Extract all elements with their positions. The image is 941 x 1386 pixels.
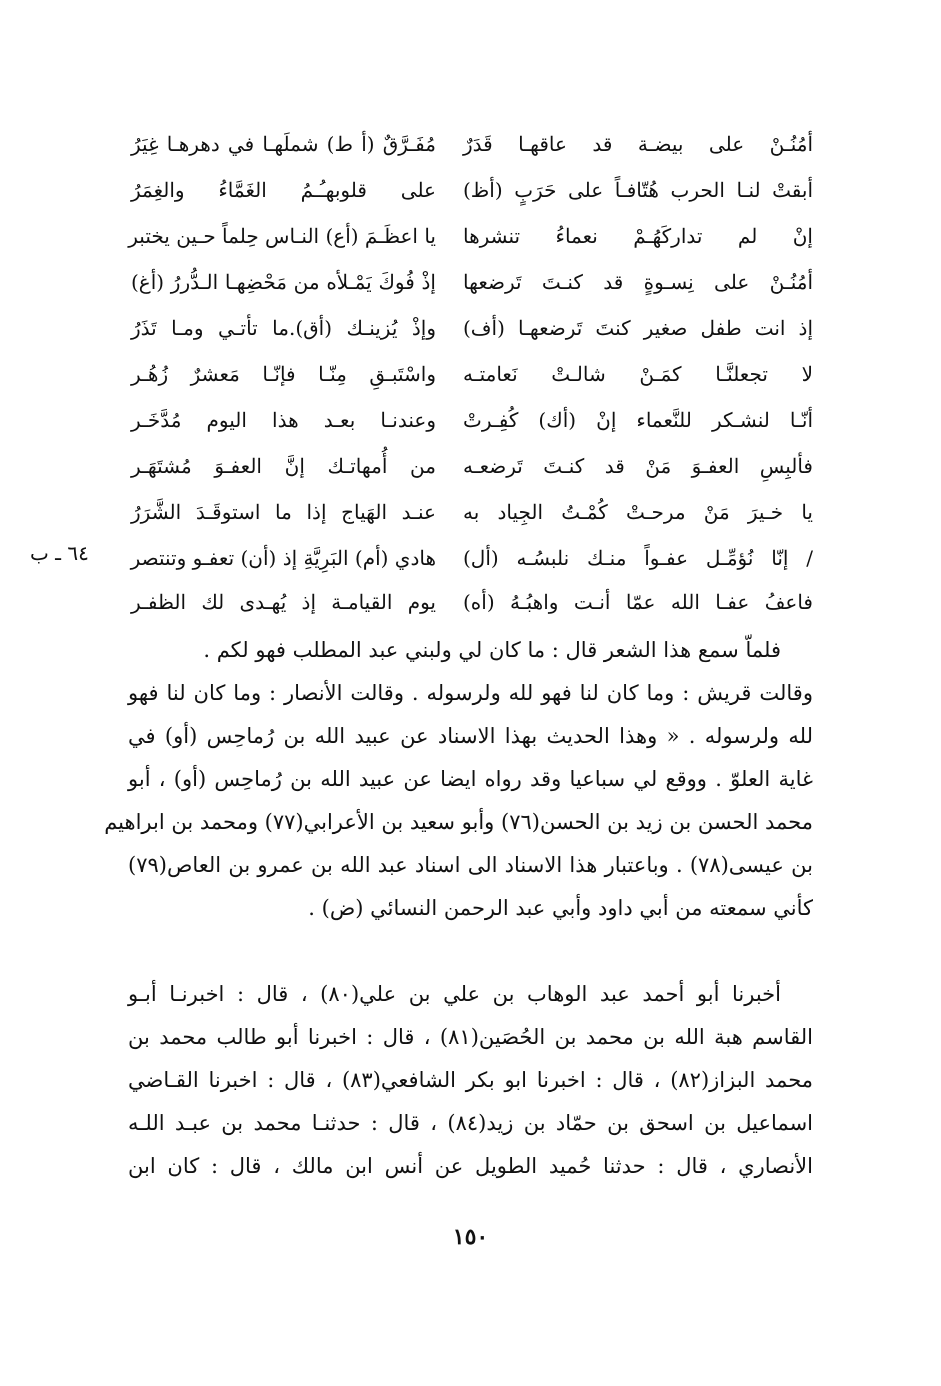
paragraph1-line-4: غاية العلوّ . ووقع لي سباعيا وقد رواه ايضا عن عبيد الله بن رُماحِس (أو) ، أبو [128,767,813,791]
paragraph2-line-5: الأنصاري ، قال : حدثنا حُميد الطويل عن أنس ابن مالك ، قال : كان ابن [128,1154,813,1178]
paragraph1-line-7: كأني سمعته من أبي داود وأبي عبد الرحمن النسائي (ض) . [308,896,813,920]
verse-left-4: إذْ فُوكَ يَمْـلأه من مَحْضِهـا الـدُّررُ (أغ) [131,270,436,294]
verse-left-8: من أُمهاتـك إنَّ العفـوَ مُشتَهَـر [131,454,436,478]
verse-right-8: فألبِسِ العفـوَ مَنْ قد كنـتَ تَرضعـه [463,454,813,478]
verse-right-10: / إنّا نُؤمِّـل عفـواً منـك نلبسُـه (أل) [463,546,813,570]
paragraph1-line-5: محمد الحسن بن زيد بن الحسن(٧٦) وأبو سعيد بن الأعرابي(٧٧) ومحمد بن ابراهيم [104,810,813,834]
verse-left-6: واسْتَبـقِ مِنّـا فإنّـا مَعشرٌ زُهُـر [131,362,436,386]
verse-left-3: يا اعظَـمَ (أع) النـاس حِلماً حـين يختبر [128,224,436,248]
verse-right-2: أبقتْ لنـا الحرب هُتّافـاً على حَرَبٍ (أظ) [463,178,813,202]
paragraph2-line-1: أخبرنا أبو أحمد عبد الوهاب بن علي بن علي(٨٠) ، قال : اخبرنـا أبـو [128,982,782,1006]
paragraph1-line-6: بن عيسى(٧٨) . وباعتبار هذا الاسناد الى اسناد عبد الله بن عمرو بن العاص(٧٩) [128,853,813,877]
paragraph2-line-2: القاسم هبة الله بن محمد بن الحُصَين(٨١) ، قال : اخبرنا أبو طالب محمد بن [128,1025,813,1049]
paragraph2-line-4: اسماعيل بن اسحق بن حمّاد بن زيد(٨٤) ، قال : حدثنـا محمد بن عبـد اللـه [128,1111,813,1135]
verse-left-5: وإذْ يُزينـك (أق).ما تأتـي ومـا تَذَرُ [131,316,436,340]
paragraph1-line-2: وقالت قريش : وما كان لنا فهو لله ولرسوله . وقالت الأنصار : وما كان لنا فهو [128,681,813,705]
verse-right-11: فاعفُ عفـا الله عمّا أنـت واهبُـهُ (أه) [463,590,813,614]
verse-right-1: أمُنُـنْ على بيضـة قد عاقهـا قَدَرٌ [463,132,813,156]
paragraph1-line-1: فلماّ سمع هذا الشعر قال : ما كان لي ولبني عبد المطلب فهو لكم . [203,638,781,662]
paragraph1-line-3: لله ولرسوله . « وهذا الحديث بهذا الاسناد عن عبيد الله بن رُماحِس (أو) في [128,724,813,748]
verse-right-7: أنّـا لنشـكر للنَّعماء إنْ (أك) كُفِـرتْ [463,408,813,432]
verse-right-6: لا تجعلنَّـا كمَـنْ شالـتْ نَعامتـه [463,362,813,386]
verse-left-7: وعندنـا بعـد هذا اليوم مُدَّخَـر [131,408,436,432]
verse-left-2: على قلوبهـُـمُ الغَمَّاءُ والغِمَرُ [131,178,436,202]
verse-left-1: مُفَـرَّقٌ (أ ط) شملَهـا في دهرهـا غِيَرُ [131,132,436,156]
verse-right-9: يا خـيرَ مَنْ مرحـتْ كُمْـتُ الجِياد به [463,500,813,524]
verse-right-3: إنْ لم تداركَهُـمْ نعماءُ تنشرها [463,224,813,248]
verse-left-11: يوم القيامـة إذ يُهـدى لك الظفـر [131,590,436,614]
verse-left-9: عنـد الهَياج إذا ما استوقَـدَ الشَّرَرُ [131,500,436,524]
verse-left-10: هادي (أم) البَرِيَّةِ إذ (أن) تعفـو وتنتصر [130,546,436,570]
paragraph2-line-3: محمد البزاز(٨٢) ، قال : اخبرنا ابو بكر الشافعي(٨٣) ، قال : اخبرنا القـاضي [128,1068,813,1092]
page-number: ١٥٠ [452,1224,489,1250]
verse-right-4: أمُنُـنْ على نِسـوةٍ قد كنـتَ تَرضعها [463,270,813,294]
margin-folio-note: ٦٤ ـ ب [30,541,89,565]
verse-right-5: إذ انت طفل صغير كنتَ تَرضعهـا (أف) [463,316,813,340]
